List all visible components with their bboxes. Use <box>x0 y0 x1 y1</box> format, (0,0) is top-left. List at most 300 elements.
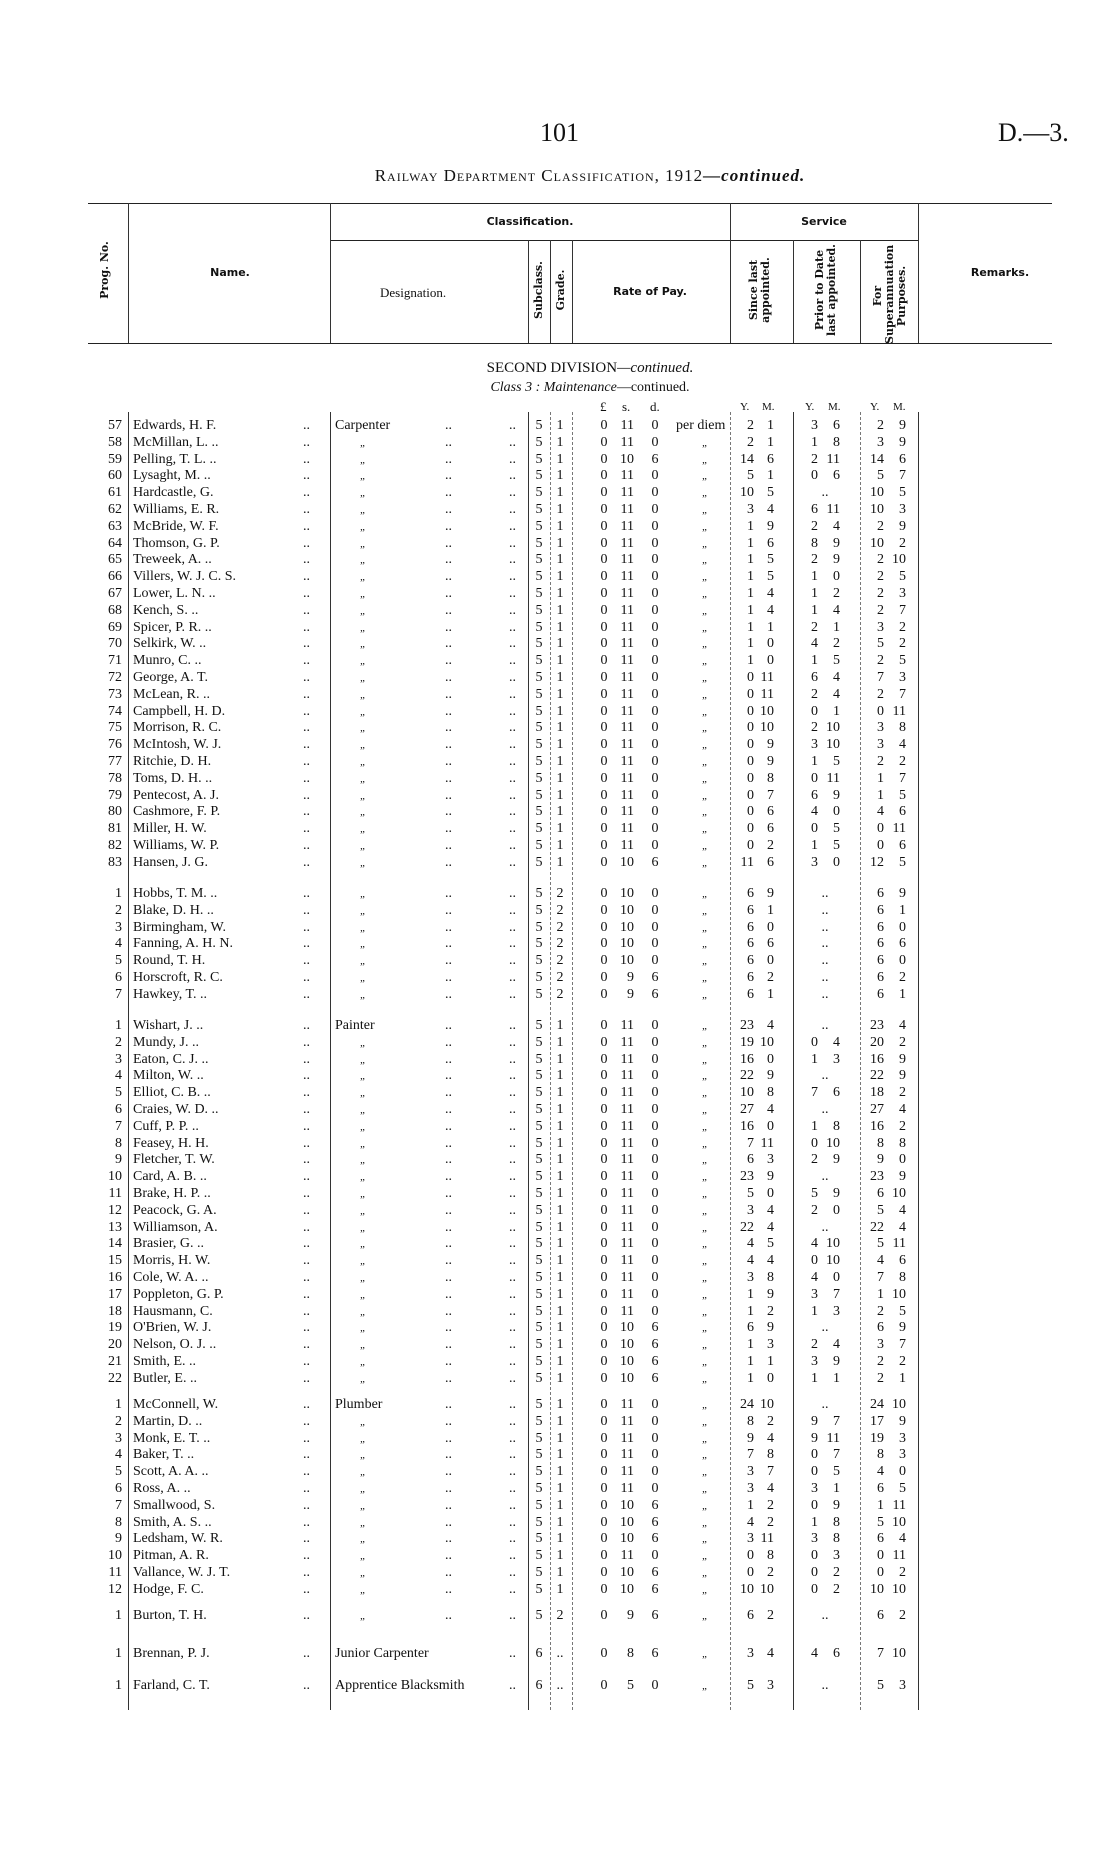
header-service: Service <box>801 215 847 228</box>
leader-dots: .. <box>303 1608 310 1623</box>
since-last-years: 23 <box>740 1169 754 1185</box>
grade: 1 <box>556 1253 564 1269</box>
superannuation-years: 1 <box>877 787 884 803</box>
leader-dots: .. <box>303 1564 310 1580</box>
pay-unit: „ <box>702 988 709 1001</box>
since-last-months: 2 <box>767 1564 774 1580</box>
superannuation-months: 9 <box>899 1413 906 1429</box>
leader-dots: .. <box>509 1303 516 1319</box>
pay-unit: „ <box>702 655 709 668</box>
prog-no: 4 <box>115 1068 122 1084</box>
subclass: 5 <box>535 518 543 534</box>
superannuation-months: 4 <box>899 737 906 753</box>
since-last-months: 9 <box>767 1169 774 1185</box>
pay-unit: „ <box>702 1482 709 1495</box>
pay-pence: 0 <box>651 1480 659 1496</box>
prog-no: 72 <box>108 669 122 685</box>
pay-unit: „ <box>702 1187 709 1200</box>
prior-to-date-months: 9 <box>833 1185 840 1201</box>
grade: 2 <box>556 986 564 1002</box>
prog-no: 18 <box>108 1303 122 1319</box>
leader-dots: .. <box>445 1564 452 1580</box>
prog-no: 20 <box>108 1337 122 1353</box>
subclass: 5 <box>535 552 543 568</box>
pay-unit: „ <box>702 921 709 934</box>
prior-to-date-months: 11 <box>826 501 840 517</box>
superannuation-years: 9 <box>877 1152 884 1168</box>
prog-no: 80 <box>108 804 122 820</box>
leader-dots: .. <box>445 1514 452 1530</box>
grade: 1 <box>556 686 564 702</box>
subclass: 5 <box>535 619 543 635</box>
leader-dots: .. <box>509 1034 516 1050</box>
pay-unit: „ <box>702 1087 709 1100</box>
prog-no: 7 <box>115 1497 122 1513</box>
pay-pounds: 0 <box>600 1337 608 1353</box>
subclass: 5 <box>535 936 543 952</box>
subclass: 5 <box>535 804 543 820</box>
superannuation-months: 10 <box>892 1646 906 1661</box>
grade: 1 <box>556 1464 564 1480</box>
since-last-months: 4 <box>767 602 774 618</box>
header-since-last: Since last appointed. <box>747 257 772 323</box>
prior-to-date-years: 1 <box>811 1370 818 1386</box>
pay-shillings: 10 <box>620 902 634 918</box>
section-title-text: SECOND DIVISION <box>486 360 618 376</box>
pay-pence: 0 <box>651 1397 659 1412</box>
designation: „ <box>360 856 367 869</box>
pay-pence: 0 <box>651 1236 659 1252</box>
table-row <box>0 1085 1114 1102</box>
table-row <box>0 485 1114 502</box>
superannuation-months: 2 <box>899 1118 906 1134</box>
designation: „ <box>360 839 367 852</box>
pay-shillings: 11 <box>620 569 634 585</box>
pay-unit: „ <box>702 1339 709 1352</box>
leader-dots: .. <box>445 1269 452 1285</box>
prog-no: 3 <box>115 1430 122 1446</box>
pay-pounds: 0 <box>600 1464 608 1480</box>
pay-pence: 6 <box>651 1353 659 1369</box>
since-last-months: 0 <box>767 1370 774 1386</box>
leader-dots: .. <box>303 886 310 901</box>
grade: 1 <box>556 1303 564 1319</box>
pay-pence: 0 <box>651 1085 659 1101</box>
table-row <box>0 1169 1114 1186</box>
prior-to-date-months: 7 <box>833 1286 840 1302</box>
subclass: 5 <box>535 720 543 736</box>
superannuation-years: 1 <box>877 770 884 786</box>
table-row <box>0 1371 1114 1388</box>
prog-no: 1 <box>115 1678 122 1693</box>
pay-unit: „ <box>702 955 709 968</box>
leader-dots: .. <box>303 1202 310 1218</box>
pay-pounds: 0 <box>600 886 608 901</box>
pay-pence: 0 <box>651 1135 659 1151</box>
prior-to-date-months: 4 <box>833 686 840 702</box>
since-last-years: 1 <box>747 1497 754 1513</box>
prior-to-date-months: 1 <box>833 703 840 719</box>
superannuation-years: 3 <box>877 619 884 635</box>
superannuation-years: 5 <box>877 1678 884 1693</box>
pay-pence: 0 <box>651 1051 659 1067</box>
superannuation-years: 1 <box>877 1497 884 1513</box>
designation: „ <box>360 1255 367 1268</box>
superannuation-years: 6 <box>877 969 884 985</box>
leader-dots: .. <box>445 451 452 467</box>
unit-years: Y. <box>805 401 815 413</box>
table-row <box>0 855 1114 872</box>
pay-unit: „ <box>702 1415 709 1428</box>
pay-unit: „ <box>702 971 709 984</box>
prog-no: 11 <box>108 1185 122 1201</box>
grade: 1 <box>556 518 564 534</box>
since-last-months: 6 <box>767 804 774 820</box>
employee-name: Lower, L. N. .. <box>133 585 216 601</box>
leader-dots: .. <box>509 821 516 837</box>
leader-dots: .. <box>445 501 452 517</box>
prior-to-date-years: 0 <box>811 1464 818 1480</box>
pay-pounds: 0 <box>600 902 608 918</box>
leader-dots: .. <box>509 1051 516 1067</box>
employee-name: McIntosh, W. J. <box>133 737 222 753</box>
pay-pence: 0 <box>651 1269 659 1285</box>
superannuation-years: 22 <box>870 1068 884 1084</box>
staff-group <box>0 418 1114 872</box>
superannuation-months: 2 <box>899 1608 906 1623</box>
leader-dots: .. <box>445 1185 452 1201</box>
since-last-years: 4 <box>747 1236 754 1252</box>
prior-to-date-years: 4 <box>811 804 818 820</box>
leader-dots: .. <box>303 1370 310 1386</box>
pay-pence: 0 <box>651 1101 659 1117</box>
table-row <box>0 771 1114 788</box>
designation: „ <box>360 1550 367 1563</box>
prior-to-date-months: 5 <box>833 1464 840 1480</box>
employee-name: Butler, E. .. <box>133 1370 197 1386</box>
subclass: 5 <box>535 902 543 918</box>
subclass: 5 <box>535 501 543 517</box>
superannuation-years: 2 <box>877 753 884 769</box>
since-last-years: 1 <box>747 518 754 534</box>
prior-to-date-years: 7 <box>811 1085 818 1101</box>
pay-unit: „ <box>702 1432 709 1445</box>
since-last-months: 2 <box>767 1303 774 1319</box>
superannuation-months: 9 <box>899 518 906 534</box>
designation: „ <box>360 1355 367 1368</box>
pay-unit: „ <box>702 1533 709 1546</box>
designation: „ <box>360 436 367 449</box>
table-row <box>0 788 1114 805</box>
employee-name: Pentecost, A. J. <box>133 787 219 803</box>
pay-pounds: 0 <box>600 1135 608 1151</box>
leader-dots: .. <box>303 1018 310 1033</box>
since-last-years: 0 <box>747 787 754 803</box>
grade: 1 <box>556 619 564 635</box>
superannuation-months: 9 <box>899 1320 906 1336</box>
pay-shillings: 11 <box>620 1202 634 1218</box>
subclass: 5 <box>535 1202 543 1218</box>
table-row <box>0 1035 1114 1052</box>
prior-to-date-years: 0 <box>811 1497 818 1513</box>
designation: „ <box>360 1533 367 1546</box>
pay-pence: 6 <box>651 1646 659 1661</box>
leader-dots: .. <box>303 902 310 918</box>
leader-dots: .. <box>445 770 452 786</box>
prior-to-date-months: 5 <box>833 821 840 837</box>
prior-to-date-months: 2 <box>833 636 840 652</box>
pay-pence: 0 <box>651 602 659 618</box>
subclass: 5 <box>535 686 543 702</box>
pay-pence: 0 <box>651 703 659 719</box>
leader-dots: .. <box>509 1085 516 1101</box>
pay-pence: 0 <box>651 936 659 952</box>
pay-pence: 0 <box>651 837 659 853</box>
grade: 1 <box>556 535 564 551</box>
prior-to-date-empty: .. <box>821 902 829 918</box>
grade: 1 <box>556 1169 564 1185</box>
designation: Apprentice Blacksmith <box>335 1678 465 1693</box>
prog-no: 79 <box>108 787 122 803</box>
grade: 1 <box>556 1236 564 1252</box>
superannuation-years: 1 <box>877 1286 884 1302</box>
designation: „ <box>360 1087 367 1100</box>
prior-to-date-months: 0 <box>833 1269 840 1285</box>
superannuation-years: 3 <box>877 720 884 736</box>
leader-dots: .. <box>303 720 310 736</box>
grade: 1 <box>556 804 564 820</box>
prior-to-date-months: 4 <box>833 518 840 534</box>
designation: „ <box>360 806 367 819</box>
leader-dots: .. <box>303 518 310 534</box>
pay-pounds: 0 <box>600 535 608 551</box>
grade: 1 <box>556 1269 564 1285</box>
prog-no: 6 <box>115 1480 122 1496</box>
leader-dots: .. <box>445 1286 452 1302</box>
since-last-months: 1 <box>767 434 774 450</box>
since-last-years: 0 <box>747 669 754 685</box>
prior-to-date-years: 1 <box>811 1118 818 1134</box>
subclass: 5 <box>535 1135 543 1151</box>
prog-no: 7 <box>115 986 122 1002</box>
prog-no: 68 <box>108 602 122 618</box>
superannuation-years: 6 <box>877 1480 884 1496</box>
leader-dots: .. <box>509 737 516 753</box>
grade: 1 <box>556 585 564 601</box>
since-last-years: 1 <box>747 1370 754 1386</box>
pay-unit: „ <box>702 621 709 634</box>
subclass: 5 <box>535 1068 543 1084</box>
since-last-months: 9 <box>767 753 774 769</box>
pay-pounds: 0 <box>600 1646 608 1661</box>
employee-name: Miller, H. W. <box>133 821 207 837</box>
pay-shillings: 11 <box>620 1236 634 1252</box>
designation: „ <box>360 1053 367 1066</box>
prior-to-date-months: 9 <box>833 552 840 568</box>
superannuation-months: 2 <box>899 969 906 985</box>
prior-to-date-months: 0 <box>833 804 840 820</box>
grade: .. <box>556 1678 564 1693</box>
pay-unit: „ <box>702 1372 709 1385</box>
pay-shillings: 10 <box>620 1564 634 1580</box>
employee-name: Baker, T. .. <box>133 1447 195 1463</box>
designation: „ <box>360 1415 367 1428</box>
superannuation-years: 6 <box>877 1320 884 1336</box>
subclass: 5 <box>535 1464 543 1480</box>
since-last-years: 6 <box>747 936 754 952</box>
since-last-years: 16 <box>740 1051 754 1067</box>
superannuation-years: 5 <box>877 1514 884 1530</box>
superannuation-years: 3 <box>877 1337 884 1353</box>
prior-to-date-months: 9 <box>833 1152 840 1168</box>
pay-unit: „ <box>702 1020 709 1032</box>
superannuation-years: 2 <box>877 552 884 568</box>
leader-dots: .. <box>509 485 516 501</box>
leader-dots: .. <box>445 804 452 820</box>
superannuation-years: 5 <box>877 636 884 652</box>
table-row <box>0 687 1114 704</box>
superannuation-months: 8 <box>899 1135 906 1151</box>
pay-pence: 0 <box>651 1548 659 1564</box>
pay-pence: 0 <box>651 1678 659 1693</box>
designation: „ <box>360 1432 367 1445</box>
pay-pence: 0 <box>651 1447 659 1463</box>
subclass: 5 <box>535 1219 543 1235</box>
designation: „ <box>360 971 367 984</box>
leader-dots: .. <box>509 753 516 769</box>
leader-dots: .. <box>509 986 516 1002</box>
subclass: 5 <box>535 418 543 433</box>
superannuation-months: 8 <box>899 1269 906 1285</box>
pay-pence: 0 <box>651 501 659 517</box>
leader-dots: .. <box>303 451 310 467</box>
superannuation-months: 7 <box>899 602 906 618</box>
pay-pence: 0 <box>651 468 659 484</box>
subclass: 5 <box>535 770 543 786</box>
superannuation-months: 3 <box>899 585 906 601</box>
employee-name: Monk, E. T. .. <box>133 1430 211 1446</box>
superannuation-years: 6 <box>877 936 884 952</box>
pay-shillings: 11 <box>620 1303 634 1319</box>
since-last-years: 0 <box>747 1548 754 1564</box>
subclass: 5 <box>535 1286 543 1302</box>
pay-shillings: 11 <box>620 686 634 702</box>
subclass: 5 <box>535 1051 543 1067</box>
prior-to-date-months: 11 <box>826 451 840 467</box>
superannuation-months: 9 <box>899 1169 906 1185</box>
subclass: 5 <box>535 468 543 484</box>
superannuation-months: 11 <box>892 1497 906 1513</box>
leader-dots: .. <box>445 1169 452 1185</box>
leader-dots: .. <box>303 953 310 969</box>
designation: „ <box>360 789 367 802</box>
employee-name: Munro, C. .. <box>133 653 202 669</box>
prior-to-date-months: 10 <box>826 1236 840 1252</box>
since-last-years: 6 <box>747 1320 754 1336</box>
pay-pounds: 0 <box>600 770 608 786</box>
prog-no: 1 <box>115 1608 122 1623</box>
employee-name: O'Brien, W. J. <box>133 1320 212 1336</box>
prog-no: 12 <box>108 1202 122 1218</box>
superannuation-months: 2 <box>899 619 906 635</box>
prior-to-date-months: 6 <box>833 418 840 433</box>
prior-to-date-empty: .. <box>821 919 829 935</box>
pay-pence: 0 <box>651 1118 659 1134</box>
pay-shillings: 11 <box>620 703 634 719</box>
leader-dots: .. <box>509 686 516 702</box>
prog-no: 10 <box>108 1548 122 1564</box>
leader-dots: .. <box>303 1320 310 1336</box>
superannuation-years: 2 <box>877 418 884 433</box>
prog-no: 4 <box>115 1447 122 1463</box>
employee-name: Feasey, H. H. <box>133 1135 209 1151</box>
pay-pence: 0 <box>651 737 659 753</box>
header-divider <box>550 240 551 343</box>
prior-to-date-years: 1 <box>811 434 818 450</box>
leader-dots: .. <box>509 1253 516 1269</box>
since-last-years: 22 <box>740 1219 754 1235</box>
pay-pounds: 0 <box>600 804 608 820</box>
pay-pounds: 0 <box>600 485 608 501</box>
leader-dots: .. <box>509 1202 516 1218</box>
pay-pounds: 0 <box>600 1101 608 1117</box>
leader-dots: .. <box>509 602 516 618</box>
grade: 1 <box>556 1202 564 1218</box>
table-row <box>0 1018 1114 1035</box>
table-row <box>0 653 1114 670</box>
employee-name: Hobbs, T. M. .. <box>133 886 218 901</box>
leader-dots: .. <box>509 969 516 985</box>
prior-to-date-months: 5 <box>833 653 840 669</box>
leader-dots: .. <box>445 1236 452 1252</box>
since-last-months: 4 <box>767 1101 774 1117</box>
pay-pounds: 0 <box>600 1548 608 1564</box>
pay-pounds: 0 <box>600 1018 608 1033</box>
grade: 1 <box>556 770 564 786</box>
table-row <box>0 821 1114 838</box>
unit-months: M. <box>828 401 841 413</box>
table-row <box>0 1397 1114 1414</box>
superannuation-years: 2 <box>877 653 884 669</box>
pay-pounds: 0 <box>600 1152 608 1168</box>
leader-dots: .. <box>445 737 452 753</box>
superannuation-months: 3 <box>899 1447 906 1463</box>
leader-dots: .. <box>445 569 452 585</box>
pay-pence: 0 <box>651 1152 659 1168</box>
grade: 1 <box>556 1034 564 1050</box>
designation: Carpenter <box>335 418 391 433</box>
pay-pence: 0 <box>651 1034 659 1050</box>
prior-to-date-empty: .. <box>821 1101 829 1117</box>
pay-shillings: 11 <box>620 1430 634 1446</box>
subclass: 5 <box>535 451 543 467</box>
pay-pounds: 0 <box>600 585 608 601</box>
leader-dots: .. <box>303 1269 310 1285</box>
designation: „ <box>360 671 367 684</box>
subclass: 5 <box>535 737 543 753</box>
since-last-years: 19 <box>740 1034 754 1050</box>
pay-shillings: 11 <box>620 619 634 635</box>
subclass: 5 <box>535 1447 543 1463</box>
employee-name: Morrison, R. C. <box>133 720 222 736</box>
designation: „ <box>360 487 367 500</box>
superannuation-years: 5 <box>877 1236 884 1252</box>
pay-shillings: 11 <box>620 1219 634 1235</box>
prior-to-date-months: 11 <box>826 770 840 786</box>
prog-no: 65 <box>108 552 122 568</box>
leader-dots: .. <box>445 1497 452 1513</box>
table-row <box>0 1464 1114 1481</box>
